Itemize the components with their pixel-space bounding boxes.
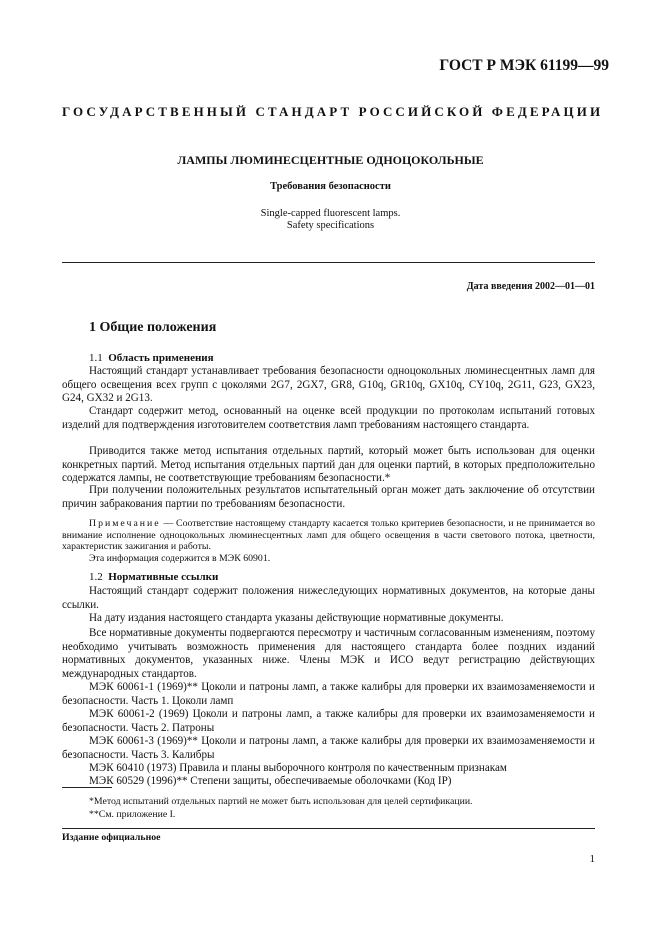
header-divider [62,262,595,263]
footnote-1: *Метод испытаний отдельных партий не может быть использован для целей сертификации. [89,796,473,807]
document-title: ЛАМПЫ ЛЮМИНЕСЦЕНТНЫЕ ОДНОЦОКОЛЬНЫЕ [177,153,484,167]
reference-item: МЭК 60410 (1973) Правила и планы выборочного контроля по качественным признакам [89,762,507,774]
paragraph-refs-1: Настоящий стандарт содержит положения нижеследующих нормативных документов, на которые даны ссылки. [62,585,595,611]
paragraph-refs-3: Все нормативные документы подвергаются пересмотру и частичным согласованным изменениям, поэтому необходимо учитывать возможность применения для настоящего стандарта более поздних изданий нормативных документов, указанных ниже. Члены МЭК и ИСО ведут регистрацию действующих международных стандартов. [62,627,595,680]
footnote-divider [62,787,112,788]
footer-divider [62,828,595,829]
state-standard-banner: ГОСУДАРСТВЕННЫЙ СТАНДАРТ РОССИЙСКОЙ ФЕДЕРАЦИИ [62,104,604,119]
note-info-line: Эта информация содержится в МЭК 60901. [89,553,271,564]
paragraph-scope-4: При получении положительных результатов испытательный орган может дать заключение об отсутствии причин забракования партии по требованиям безопасности. [62,484,595,510]
english-title-line-1: Single-capped fluorescent lamps. [260,208,401,219]
section-heading: 1 Общие положения [89,320,217,335]
note-paragraph [62,518,595,553]
footnote-2: **См. приложение I. [89,809,176,820]
subsection-number: 1.1 [89,352,103,364]
paragraph-scope-1: Настоящий стандарт устанавливает требования безопасности одноцокольных люминесцентных ламп для общего освещения всех групп с цоколями 2G7, 2GX7, GR8, G10q, GR10q, GX10q, CY10q, 2G11, G23, GX23, G24, GX32 и 2G13. [62,365,595,404]
subsection-title: Нормативные ссылки [108,571,219,583]
subsection-number: 1.2 [89,571,103,583]
english-title-line-2: Safety specifications [286,220,375,231]
introduction-date: Дата введения 2002—01—01 [466,281,595,292]
page-number: 1 [589,853,595,865]
document-subtitle: Требования безопасности [270,181,391,192]
standard-designation: ГОСТ Р МЭК 61199—99 [439,57,609,74]
subsection-heading-scope [89,352,214,364]
reference-item: МЭК 60529 (1996)** Степени защиты, обеспечиваемые оболочками (Код IP) [89,775,452,787]
reference-item: МЭК 60061-3 (1969)** Цоколи и патроны ламп, а также калибры для проверки их взаимозаменяемости и безопасности. Часть 3. Калибры [62,735,595,761]
note-label: Примечание [89,518,161,529]
paragraph-scope-2: Стандарт содержит метод, основанный на оценке всей продукции по протоколам испытаний готовых изделий для подтверждения изготовителем соответствия ламп требованиям настоящего стандарта. [62,405,595,431]
reference-item: МЭК 60061-2 (1969) Цоколи и патроны ламп, а также калибры для проверки их взаимозаменяемости и безопасности. Часть 2. Патроны [62,708,595,734]
paragraph-scope-3: Приводится также метод испытания отдельных партий, который может быть использован для оценки конкретных партий. Метод испытания отдельных партий дан для оценки партий, в которых предположительно содержатся лампы, не соответствующие требованиям безопасности.* [62,445,595,484]
note-text: — Соответствие настоящему стандарту касается только критериев безопасности, и не принимается во внимание исполнение одноцокольных люминесцентных ламп для общего освещения в части светового потока, цветности, характеристик зажигания и работы. [62,518,595,553]
reference-item: МЭК 60061-1 (1969)** Цоколи и патроны ламп, а также калибры для проверки их взаимозаменяемости и безопасности. Часть 1. Цоколи ламп [62,681,595,707]
paragraph-refs-2: На дату издания настоящего стандарта указаны действующие нормативные документы. [89,612,504,624]
official-edition-label: Издание официальное [62,832,161,843]
subsection-title: Область применения [108,352,214,364]
subsection-heading-references [89,571,218,583]
